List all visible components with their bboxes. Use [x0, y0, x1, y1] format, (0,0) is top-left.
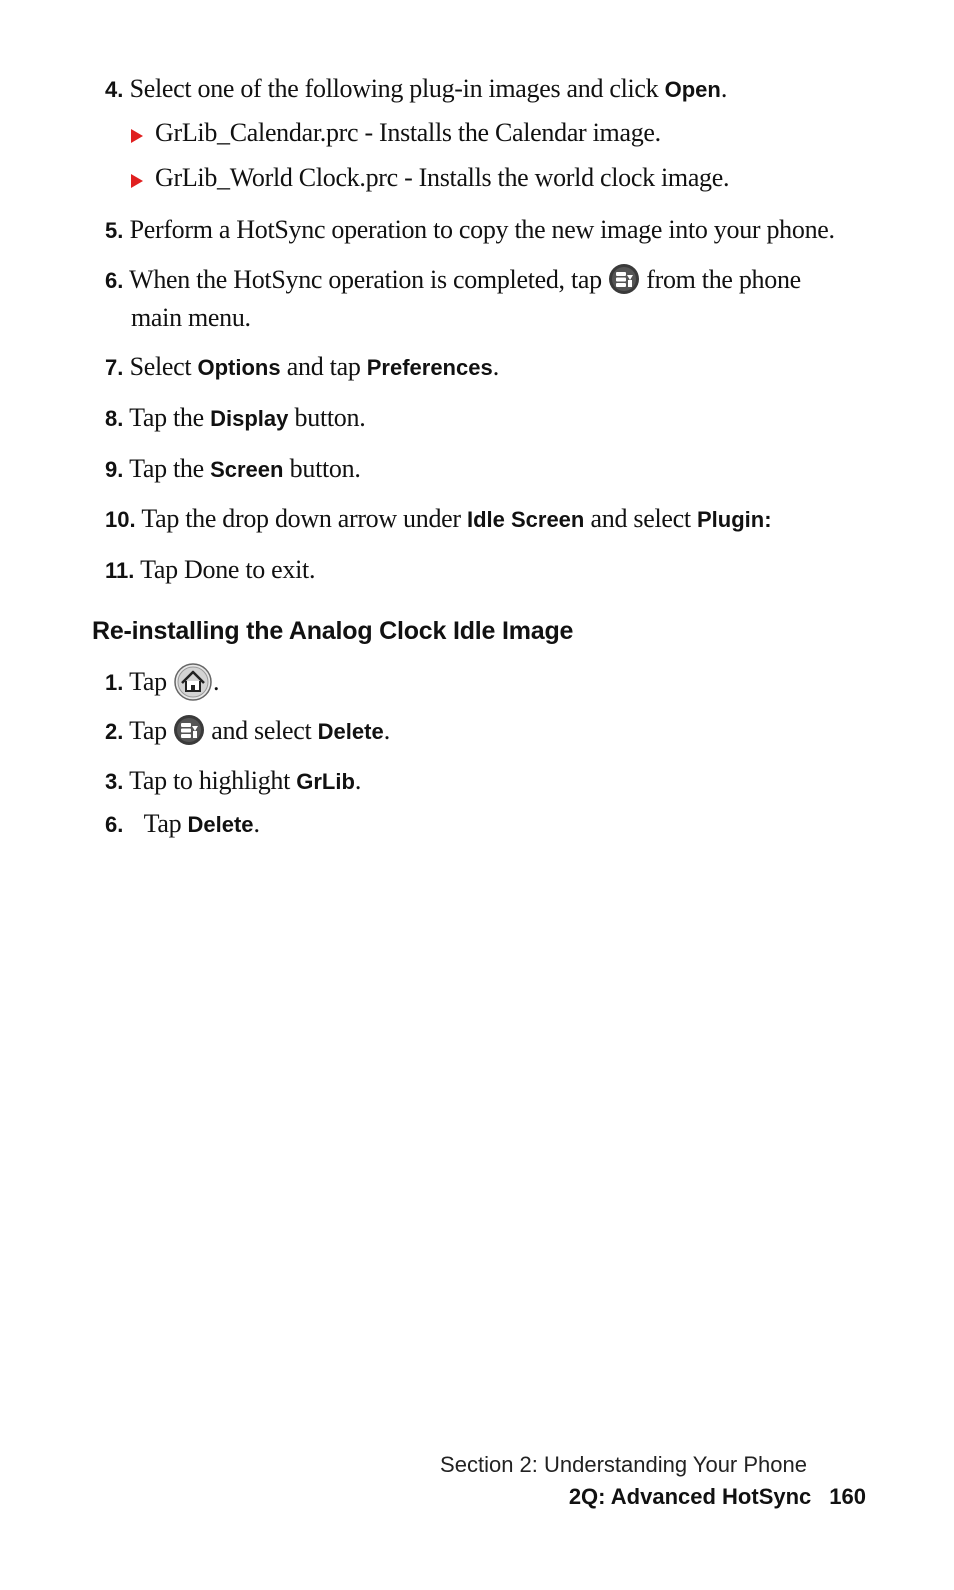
step-text: Tap the drop down arrow under — [135, 504, 467, 533]
step-6 — [105, 261, 865, 336]
step-text: from the phone — [646, 265, 801, 294]
step-text: and select — [211, 716, 318, 745]
step-10 — [105, 500, 865, 538]
step-number: 9. — [105, 457, 124, 482]
step-number: 11. — [105, 558, 135, 583]
bullet-item-calendar — [131, 114, 831, 151]
footer-chapter — [569, 1484, 866, 1510]
step-text: Tap the — [129, 403, 211, 432]
delete-label: Delete — [187, 812, 254, 837]
bullet-item-world-clock — [131, 159, 831, 196]
step-text: Perform a HotSync operation to copy the new image into your phone. — [129, 215, 835, 244]
step-punct: . — [492, 352, 499, 381]
step-5 — [105, 211, 865, 249]
step-text: When the HotSync operation is completed, tap — [129, 265, 609, 294]
section-heading: Re-installing the Analog Clock Idle Image — [92, 617, 574, 645]
reinstall-step-6 — [105, 805, 865, 843]
idle-screen-label: Idle Screen — [466, 507, 585, 532]
footer-section-title: Section 2: Understanding Your Phone — [440, 1452, 807, 1477]
bullet-arrow-icon — [131, 129, 143, 143]
step-11 — [105, 551, 865, 589]
step-number: 2. — [105, 719, 124, 744]
preferences-label: Preferences — [366, 355, 493, 380]
step-text-continued: main menu. — [131, 303, 251, 332]
step-text: Tap the — [129, 454, 211, 483]
step-number: 5. — [105, 218, 124, 243]
step-number: 6. — [105, 268, 124, 293]
reinstall-step-2 — [105, 712, 865, 750]
reinstall-step-1 — [105, 662, 865, 702]
step-number: 8. — [105, 406, 124, 431]
step-text: Tap — [143, 809, 188, 838]
phone-app-icon — [608, 263, 640, 295]
step-number: 6. — [105, 812, 124, 837]
options-label: Options — [197, 355, 281, 380]
step-text: Tap to highlight — [129, 766, 297, 795]
bullet-text: GrLib_World Clock.prc - Installs the world clock image. — [155, 163, 730, 192]
reinstall-step-3 — [105, 762, 865, 800]
step-number: 4. — [105, 77, 124, 102]
step-text: Tap Done to exit. — [134, 555, 316, 584]
step-text: and tap — [280, 352, 367, 381]
step-punct: . — [354, 766, 362, 795]
plugin-label: Plugin: — [697, 507, 772, 532]
step-7 — [105, 348, 865, 386]
step-punct: . — [253, 809, 260, 838]
display-label: Display — [210, 406, 289, 431]
step-number: 10. — [105, 507, 136, 532]
step-number: 1. — [105, 670, 124, 695]
step-punct: . — [213, 667, 220, 696]
bullet-arrow-icon — [131, 174, 143, 188]
screen-label: Screen — [210, 457, 284, 482]
step-text: button. — [283, 454, 361, 483]
step-number: 7. — [105, 355, 124, 380]
step-number: 3. — [105, 769, 124, 794]
step-text: button. — [288, 403, 366, 432]
home-icon — [173, 662, 213, 702]
step-punct: . — [383, 716, 390, 745]
open-label: Open — [664, 77, 721, 102]
step-9 — [105, 450, 865, 488]
step-8 — [105, 399, 865, 437]
bullet-text: GrLib_Calendar.prc - Installs the Calendar image. — [155, 118, 661, 147]
step-text: Tap — [129, 667, 174, 696]
step-text: Tap — [129, 716, 174, 745]
step-text: Select one of the following plug-in images and click — [129, 74, 665, 103]
phone-app-icon — [173, 714, 205, 746]
step-text: Select — [129, 352, 198, 381]
step-punct: . — [720, 74, 728, 103]
page-number: 160 — [829, 1484, 866, 1509]
footer-chapter-title: 2Q: Advanced HotSync — [568, 1484, 812, 1509]
delete-label: Delete — [317, 719, 384, 744]
step-text: and select — [584, 504, 697, 533]
grlib-label: GrLib — [296, 769, 355, 794]
step-4 — [105, 70, 865, 108]
